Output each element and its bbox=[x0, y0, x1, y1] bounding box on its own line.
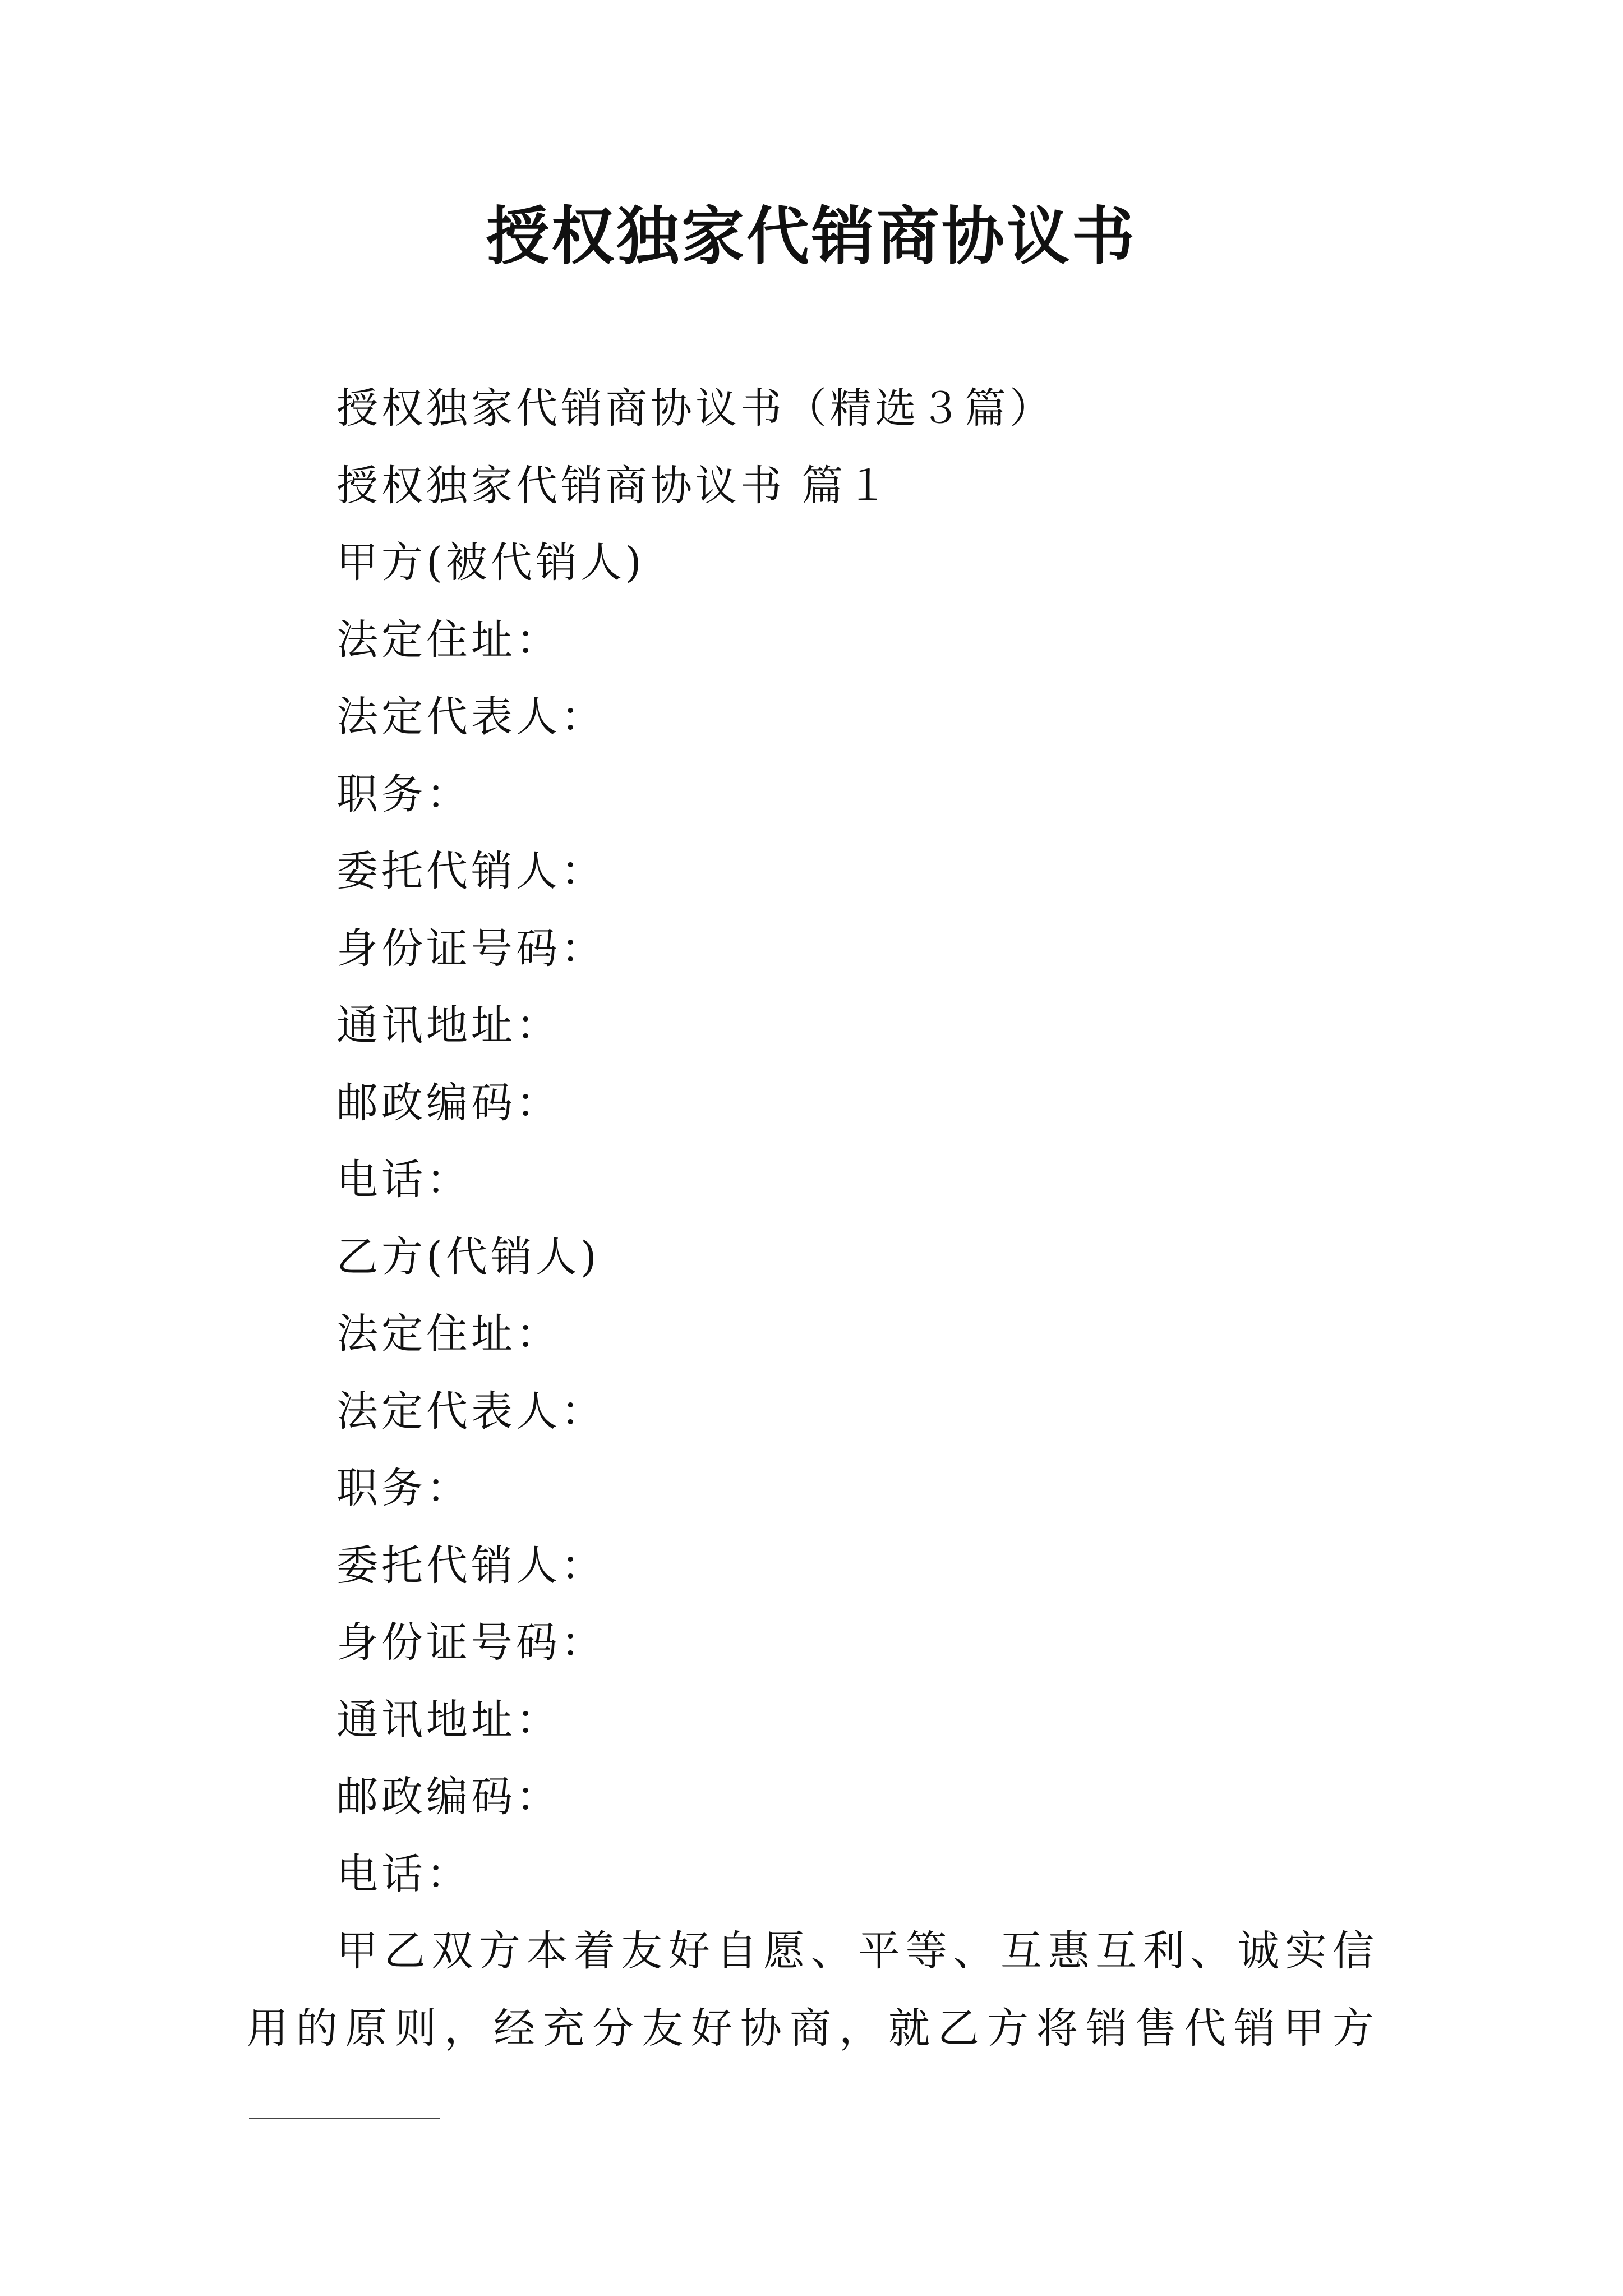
party-a-id-number: 身份证号码： bbox=[336, 924, 606, 973]
party-b-phone: 电话： bbox=[336, 1849, 471, 1898]
section-heading: 授权独家代销商协议书 篇１ bbox=[336, 461, 892, 510]
agreement-paragraph bbox=[247, 1913, 1380, 2145]
party-b-entrusted-agent: 委托代销人： bbox=[336, 1541, 606, 1590]
party-b-heading: 乙方(代销人) bbox=[336, 1232, 600, 1281]
subtitle-line: 授权独家代销商协议书（精选３篇） bbox=[336, 384, 1054, 432]
party-b-mailing-address: 通讯地址： bbox=[336, 1695, 561, 1744]
party-a-legal-representative: 法定代表人： bbox=[336, 693, 606, 741]
party-a-mailing-address: 通讯地址： bbox=[336, 1001, 561, 1050]
party-b-legal-address: 法定住址： bbox=[336, 1310, 561, 1358]
fill-in-blank bbox=[249, 2077, 440, 2119]
party-a-position: 职务： bbox=[336, 770, 471, 818]
party-a-heading: 甲方(被代销人) bbox=[336, 539, 645, 587]
document-body bbox=[247, 370, 1380, 2145]
party-b-postal-code: 邮政编码： bbox=[336, 1773, 561, 1821]
document-title: 授权独家代销商协议书 bbox=[486, 200, 1137, 273]
party-b-id-number: 身份证号码： bbox=[336, 1618, 606, 1667]
party-b-position: 职务： bbox=[336, 1464, 471, 1512]
party-a-legal-address: 法定住址： bbox=[336, 615, 561, 664]
party-b-legal-representative: 法定代表人： bbox=[336, 1387, 606, 1435]
party-a-entrusted-agent: 委托代销人： bbox=[336, 847, 606, 895]
agreement-paragraph-text: 甲乙双方本着友好自愿、平等、互惠互利、诚实信用的原则，经充分友好协商，就乙方将销售代销甲方 bbox=[247, 1927, 1380, 2053]
party-a-phone: 电话： bbox=[336, 1156, 471, 1204]
party-a-postal-code: 邮政编码： bbox=[336, 1078, 561, 1127]
